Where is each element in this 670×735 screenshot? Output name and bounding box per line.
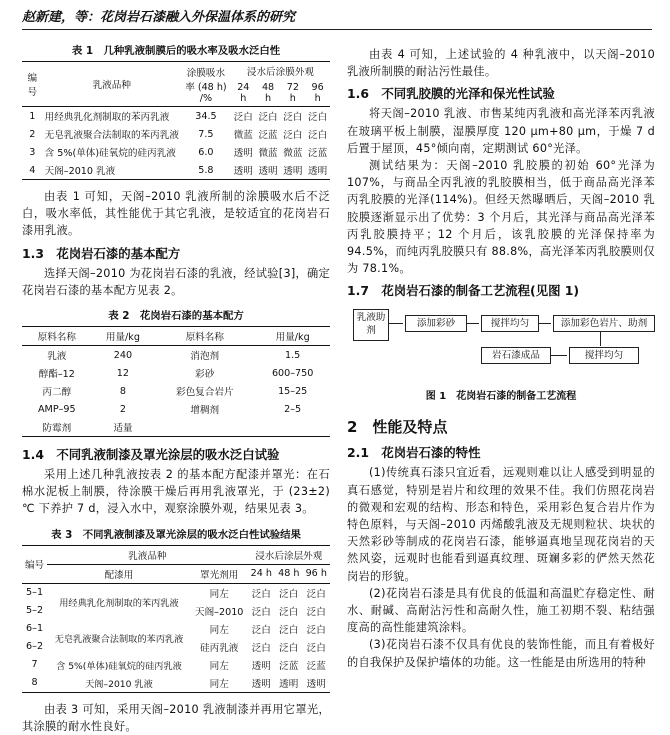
- t2-cell: [154, 418, 255, 437]
- t3-hour-0: 24 h: [250, 568, 272, 580]
- t2-cell: 消泡剂: [190, 351, 220, 363]
- left-column: [22, 34, 330, 735]
- t3-h-mix: 配漆用: [104, 569, 134, 581]
- t1-name: 含 5%(单体)硅氧烷的硅丙乳液: [44, 148, 176, 159]
- t2-header-0: 原料名称: [22, 327, 92, 346]
- section-1-7: 1.7 花岗岩石漆的制备工艺流程(见图 1): [347, 283, 580, 299]
- t1-h-rate: 涂膜吸水率 (48 h) /%: [181, 62, 231, 107]
- t1-hour-2: 72 h: [280, 80, 305, 107]
- t3-coat: 同左: [209, 660, 229, 672]
- t3-coat: 硅丙乳液: [200, 642, 239, 654]
- table-row: [22, 107, 330, 126]
- t3-h-no: 编号: [22, 545, 47, 583]
- t3-obs: 泛白: [279, 642, 299, 654]
- t2-cell: 防霉剂: [42, 423, 72, 435]
- t3-obs: 泛白: [306, 606, 326, 618]
- t1-hour-0: 24 h: [231, 80, 256, 107]
- t3-no: 7: [31, 659, 38, 671]
- t2-cell: 1.5: [285, 349, 301, 361]
- t1-rate: 7.5: [198, 128, 214, 140]
- table-row: [22, 382, 330, 400]
- flow-arrow-4: [600, 332, 601, 346]
- t3-obs: 透明: [279, 678, 299, 690]
- t1-obs: 泛白: [283, 112, 303, 123]
- t3-obs: 泛白: [251, 642, 271, 654]
- t1-name: 天阁–2010 乳液: [44, 166, 116, 177]
- section-1-6: 1.6 不同乳胶膜的光泽和保光性试验: [347, 86, 555, 102]
- t2-header-3: 用量/kg: [255, 327, 330, 346]
- table1: [22, 61, 330, 180]
- t1-obs: 微蓝: [258, 148, 278, 159]
- t1-obs: 泛蓝: [258, 130, 278, 141]
- table-row: [22, 143, 330, 161]
- t3-coat: 天阁–2010: [195, 606, 244, 618]
- section-1-3: 1.3 花岗岩石漆的基本配方: [22, 245, 181, 261]
- t1-no: 2: [29, 128, 36, 140]
- t2-cell: 丙二醇: [42, 387, 72, 399]
- t2-cell: 彩色复合岩片: [175, 387, 234, 399]
- t2-cell: 适量: [113, 423, 133, 435]
- t3-h-obs: 浸水后涂层外观: [248, 545, 330, 564]
- t1-no: 3: [29, 146, 36, 158]
- t1-obs: 透明: [233, 148, 253, 159]
- t3-no: 6–1: [26, 623, 44, 635]
- t3-obs: 泛白: [306, 642, 326, 654]
- table2-caption: 表 2 花岗岩石漆的基本配方: [108, 310, 244, 323]
- t1-hour-3: 96 h: [305, 80, 330, 107]
- t1-obs: 泛白: [308, 112, 328, 123]
- t1-obs: 泛白: [283, 130, 303, 141]
- t1-obs: 泛白: [308, 130, 328, 141]
- t3-obs: 泛白: [251, 606, 271, 618]
- t2-cell: 2: [119, 403, 126, 415]
- t3-kind: 无皂乳液聚合法制取的苯丙乳液: [54, 633, 184, 645]
- t1-obs: 微蓝: [283, 148, 303, 159]
- flow-box-product: 岩石漆成品: [481, 347, 551, 364]
- table-row: [22, 346, 330, 365]
- table-row: [22, 161, 330, 180]
- table3: [22, 545, 330, 693]
- t3-obs: 透明: [306, 678, 326, 690]
- right-para-4: (1)传统真石漆只宜近看，远观则难以让人感受到明显的真石感觉，特别是岩片和纹理的效果不佳。我们仿照花岗岩的微观和宏观的结构、形态和特色，采用彩色复合岩片作为特色原料，与天阁–2010 丙烯酸乳液及无规则粒状、块状的天然彩砂等制成的花岗岩石漆，能够逼真地呈现花岗岩的天然风姿，远观时也能看到逼真纹理、斑斓多彩的俨然天然花岗岩的形貌。: [347, 466, 655, 583]
- flow-arrow-2: [467, 323, 479, 324]
- t3-hour-2: 96 h: [305, 568, 327, 580]
- t3-obs: 透明: [251, 660, 271, 672]
- right-column: [347, 34, 655, 671]
- t2-header-1: 用量/kg: [92, 327, 155, 346]
- table-row: [22, 656, 330, 674]
- table3-caption: 表 3 不同乳液制漆及罩光涂层的吸水泛白性试验结果: [51, 528, 301, 541]
- t2-cell: AMP–95: [37, 403, 76, 415]
- t1-name: 用经典乳化剂制取的苯丙乳液: [44, 112, 170, 123]
- section-2-1: 2.1 花岗岩石漆的特性: [347, 445, 481, 461]
- t1-rate: 6.0: [198, 146, 214, 158]
- right-para-1: 由表 4 可知，上述试验的 4 种乳液中，以天阁–2010 乳液所制膜的耐沾污性最佳。: [347, 48, 655, 79]
- t1-obs: 透明: [283, 166, 303, 177]
- t3-obs: 泛白: [306, 588, 326, 600]
- t3-obs: 泛白: [251, 588, 271, 600]
- t2-cell: 增稠剂: [190, 405, 220, 417]
- t2-cell: 乳液: [47, 351, 67, 363]
- t2-cell: 12: [116, 367, 130, 379]
- t3-obs: 透明: [251, 678, 271, 690]
- flow-box-add-flakes: 添加彩色岩片、助剂: [553, 315, 655, 332]
- t1-obs: 透明: [258, 166, 278, 177]
- process-flow-diagram: [347, 305, 655, 383]
- table1-caption: 表 1 几种乳液制膜后的吸水率及吸水泛白性: [71, 45, 281, 57]
- table-row: [22, 364, 330, 382]
- t2-header-2: 原料名称: [154, 327, 255, 346]
- t1-h-name: 乳液品种: [43, 62, 181, 107]
- t3-obs: 泛白: [279, 624, 299, 636]
- t3-obs: 泛白: [279, 588, 299, 600]
- t1-no: 1: [29, 110, 36, 122]
- figure1-caption: 图 1 花岗岩石漆的制备工艺流程: [425, 391, 577, 403]
- left-para-2: 选择天阁–2010 为花岗岩石漆的乳液，经试验[3]，确定花岗岩石漆的基本配方见表 2。: [22, 266, 330, 297]
- t1-name: 无皂乳液聚合法制取的苯丙乳液: [44, 130, 179, 141]
- table-row: [22, 125, 330, 143]
- flow-arrow-3: [539, 323, 551, 324]
- t1-obs: 泛蓝: [308, 148, 328, 159]
- t1-h-no: 编号: [22, 62, 43, 107]
- t3-kind: 用经典乳化剂制取的苯丙乳液: [59, 597, 179, 609]
- t2-cell: 醇酯–12: [38, 369, 75, 381]
- t3-no: 8: [31, 677, 38, 689]
- section-2: 2 性能及特点: [347, 418, 448, 437]
- table-row: [22, 418, 330, 437]
- t1-no: 4: [29, 164, 36, 176]
- t2-cell: 240: [113, 349, 133, 361]
- t2-cell: 600–750: [271, 367, 314, 379]
- flow-box-stir-1: 搅拌均匀: [481, 315, 539, 332]
- table-row: [22, 583, 330, 602]
- flow-box-add-sand: 添加彩砂: [405, 315, 467, 332]
- table-row: [22, 620, 330, 638]
- left-para-3: 采用上述几种乳液按表 2 的基本配方配漆并罩光：在石棉水泥板上制膜，待涂膜干燥后再用乳液罩光，于 (23±2) ℃ 下养护 7 d，浸入水中，观察涂膜外观，结果见表 3。: [22, 468, 330, 516]
- t2-cell: 15–25: [278, 385, 308, 397]
- table-row: [22, 674, 330, 693]
- t3-kind: 含 5%(单体)硅氧烷的硅丙乳液: [56, 660, 182, 672]
- flow-box-stir-2: 搅拌均匀: [569, 347, 639, 364]
- t3-coat: 同左: [209, 588, 229, 600]
- t3-obs: 泛蓝: [306, 660, 326, 672]
- t2-cell: [255, 418, 330, 437]
- t3-coat: 同左: [209, 624, 229, 636]
- table-row: [22, 400, 330, 418]
- t3-h-kind: 乳液品种: [47, 545, 247, 564]
- t3-obs: 泛白: [251, 624, 271, 636]
- t3-obs: 泛蓝: [279, 660, 299, 672]
- t3-obs: 泛白: [279, 606, 299, 618]
- left-para-1: 由表 1 可知，天阁–2010 乳液所制的涂膜吸水后不泛白，吸水率低，其性能优于其它乳液，是较适宜的花岗岩石漆用乳液。: [22, 190, 330, 238]
- t3-obs: 泛白: [306, 624, 326, 636]
- flow-arrow-1: [389, 323, 403, 324]
- t1-obs: 泛白: [258, 112, 278, 123]
- t3-kind: 天阁–2010 乳液: [85, 678, 153, 690]
- t1-rate: 5.8: [198, 164, 214, 176]
- t1-hour-1: 48 h: [256, 80, 281, 107]
- running-header: 赵新建，等：花岗岩石漆融入外保温体系的研究: [22, 6, 652, 30]
- t1-rate: 34.5: [195, 110, 217, 122]
- flow-arrow-5: [549, 355, 567, 356]
- table2: [22, 326, 330, 437]
- t3-hour-1: 48 h: [278, 568, 300, 580]
- t1-h-obs: 浸水后涂膜外观: [246, 67, 315, 78]
- t3-coat: 同左: [209, 678, 229, 690]
- right-para-5: (2)花岗岩石漆是具有优良的低温和高温贮存稳定性、耐水、耐碱、高耐沾污性和高耐久性，施工初期不裂、粘结强度高的高性能建筑涂料。: [347, 586, 655, 635]
- t2-cell: 8: [119, 385, 126, 397]
- t3-no: 6–2: [26, 641, 44, 653]
- t3-no: 5–2: [26, 605, 44, 617]
- t3-no: 5–1: [26, 587, 44, 599]
- right-para-6: (3)花岗岩石漆不仅具有优良的装饰性能，而且有着极好的自我保护及保护墙体的功能。这一性能是由所选用的特种: [347, 638, 655, 669]
- t1-obs: 透明: [233, 166, 253, 177]
- t1-obs: 微蓝: [233, 130, 253, 141]
- right-para-3: 测试结果为：天阁–2010 乳胶膜的初始 60°光泽为107%，与商品全丙乳液的乳胶膜相当，低于商品高光泽苯丙乳胶膜的光泽(114%)。但经天然曝晒后，天阁–2010 乳胶膜逐渐显示出了优势：3 个月后，其光泽与商品高光泽苯丙乳胶膜持平；12 个月后，该乳胶膜的光泽保持率为 94.5%，而纯丙乳胶膜只有 88.8%，高光泽苯丙乳胶膜则仅为 78.1%。: [347, 159, 655, 276]
- t1-obs: 透明: [308, 166, 328, 177]
- t3-h-coat: 罩光剂用: [200, 569, 239, 581]
- right-para-2: 将天阁–2010 乳液、市售某纯丙乳液和高光泽苯丙乳液在玻璃平板上制膜，湿膜厚度 120 μm+80 μm，于燥 7 d 后置于屋顶，45°倾向南，定期测试 60°光泽。: [347, 107, 655, 155]
- left-para-4: 由表 3 可知，采用天阁–2010 乳液制漆并再用它罩光，其涂膜的耐水性良好。: [22, 702, 330, 733]
- t2-cell: 彩砂: [195, 369, 215, 381]
- t2-cell: 2–5: [284, 403, 302, 415]
- t1-obs: 泛白: [233, 112, 253, 123]
- section-1-4: 1.4 不同乳液制漆及罩光涂层的吸水泛白试验: [22, 447, 280, 463]
- flow-box-emulsion: 乳液助剂: [353, 309, 389, 341]
